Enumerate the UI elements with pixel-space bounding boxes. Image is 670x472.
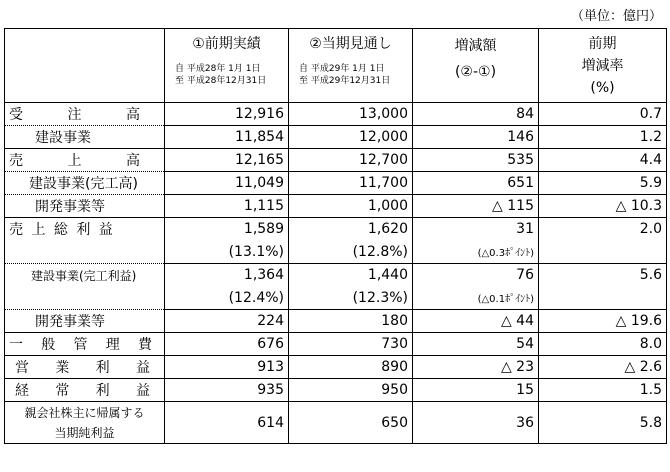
table-row	[5, 218, 667, 241]
cell-curr: 1,620	[289, 218, 413, 241]
header-rate	[539, 29, 667, 103]
table-row	[5, 103, 667, 126]
cell-curr: 13,000	[289, 103, 413, 126]
row-label-char: 受	[9, 107, 23, 123]
cell-diff: △ 44	[413, 310, 539, 333]
row-label-char: 高	[126, 107, 140, 123]
cell-curr: 1,000	[289, 195, 413, 218]
row-label-char: 注	[67, 107, 82, 123]
cell-rate: △ 2.6	[539, 356, 667, 379]
cell-diff: 84	[413, 103, 539, 126]
cell-prev: 676	[165, 333, 289, 356]
cell-curr: 730	[289, 333, 413, 356]
cell-diff: 535	[413, 149, 539, 172]
cell-prev: 1,589	[165, 218, 289, 241]
table-row	[5, 264, 667, 287]
cell-diff: 54	[413, 333, 539, 356]
table-row	[5, 172, 667, 195]
row-label-sales-dev: 開発事業等	[5, 195, 165, 218]
header-prev-to: 至 平成28年12月31日	[175, 76, 267, 86]
row-label-char: 営	[15, 360, 29, 376]
cell-prev-pct: (13.1%)	[165, 241, 289, 264]
row-label-op	[5, 356, 165, 379]
header-rate-line1: 前期	[588, 36, 617, 52]
cell-prev: 935	[165, 379, 289, 402]
header-prev-period	[169, 63, 284, 87]
header-diff-line2: (②-①)	[454, 64, 497, 80]
header-curr-from: 自 平成29年 1月 1日	[299, 64, 385, 74]
row-label-ord	[5, 379, 165, 402]
table-row	[5, 195, 667, 218]
header-diff-line1: 増減額	[454, 38, 497, 54]
row-label-gross-blank	[5, 241, 165, 264]
cell-prev: 12,916	[165, 103, 289, 126]
row-label-sales	[5, 149, 165, 172]
cell-curr: 12,000	[289, 126, 413, 149]
cell-rate: 5.6	[539, 264, 667, 287]
cell-rate-blank	[539, 287, 667, 310]
cell-diff: 76	[413, 264, 539, 287]
row-label-gross-dev: 開発事業等	[5, 310, 165, 333]
cell-rate: △ 19.6	[539, 310, 667, 333]
header-curr-to: 至 平成29年12月31日	[299, 76, 391, 86]
cell-diff: 31	[413, 218, 539, 241]
table-row	[5, 149, 667, 172]
row-label-sales-const: 建設事業(完工高)	[5, 172, 165, 195]
cell-curr: 180	[289, 310, 413, 333]
row-label-orders	[5, 103, 165, 126]
row-label-char: 益	[135, 383, 150, 399]
cell-rate: 4.4	[539, 149, 667, 172]
cell-diff: △ 23	[413, 356, 539, 379]
cell-rate: 1.5	[539, 379, 667, 402]
row-label-net-line2: 当期純利益	[54, 425, 115, 440]
cell-prev-pct: (12.4%)	[165, 287, 289, 310]
cell-curr: 890	[289, 356, 413, 379]
row-label-sga	[5, 333, 165, 356]
header-prev	[165, 29, 289, 103]
cell-rate-blank	[539, 241, 667, 264]
cell-diff: 651	[413, 172, 539, 195]
row-label-net	[5, 402, 165, 444]
table-row	[5, 310, 667, 333]
cell-rate: 8.0	[539, 333, 667, 356]
table-row	[5, 402, 667, 444]
cell-curr: 650	[289, 402, 413, 444]
row-label-char: 般	[41, 337, 56, 353]
row-label-char: 常	[55, 383, 70, 399]
row-label-char: 費	[138, 337, 152, 353]
row-label-char: 高	[126, 153, 140, 169]
header-blank	[5, 29, 165, 103]
cell-prev: 614	[165, 402, 289, 444]
cell-curr: 12,700	[289, 149, 413, 172]
cell-curr-pct: (12.3%)	[289, 287, 413, 310]
header-curr-period	[293, 63, 408, 87]
header-curr	[289, 29, 413, 103]
row-label-char: 利	[95, 360, 110, 376]
table-row	[5, 241, 667, 264]
header-curr-title: ②当期見通し	[309, 36, 392, 52]
cell-diff: 146	[413, 126, 539, 149]
row-label-char: 上	[67, 153, 82, 169]
cell-rate: 5.9	[539, 172, 667, 195]
row-label-char: 経	[15, 383, 29, 399]
header-prev-title: ①前期実績	[192, 36, 261, 52]
row-label-char: 理	[105, 337, 120, 353]
cell-diff-pt: (△0.3ﾎﾟｲﾝﾄ)	[413, 241, 539, 264]
cell-diff-pt: (△0.1ﾎﾟｲﾝﾄ)	[413, 287, 539, 310]
table-row	[5, 287, 667, 310]
header-rate-line3: (%)	[590, 80, 615, 96]
forecast-table	[4, 28, 667, 444]
table-row	[5, 126, 667, 149]
cell-prev: 11,854	[165, 126, 289, 149]
cell-rate: 5.8	[539, 402, 667, 444]
cell-prev: 1,364	[165, 264, 289, 287]
header-rate-line2: 増減率	[581, 58, 624, 74]
row-label-gross: 売 上 総 利 益	[5, 218, 165, 241]
cell-rate: 2.0	[539, 218, 667, 241]
cell-curr-pct: (12.8%)	[289, 241, 413, 264]
cell-diff: △ 115	[413, 195, 539, 218]
cell-prev: 913	[165, 356, 289, 379]
header-diff	[413, 29, 539, 103]
row-label-gross-const-blank	[5, 287, 165, 310]
row-label-char: 益	[135, 360, 150, 376]
cell-diff: 15	[413, 379, 539, 402]
row-label-net-line1: 親会社株主に帰属する	[24, 405, 145, 420]
cell-prev: 12,165	[165, 149, 289, 172]
cell-diff: 36	[413, 402, 539, 444]
table-row	[5, 379, 667, 402]
cell-rate: 0.7	[539, 103, 667, 126]
cell-curr: 950	[289, 379, 413, 402]
table-row	[5, 333, 667, 356]
row-label-char: 利	[95, 383, 110, 399]
cell-prev: 1,115	[165, 195, 289, 218]
cell-rate: 1.2	[539, 126, 667, 149]
row-label-orders-const: 建設事業	[5, 126, 165, 149]
cell-curr: 11,700	[289, 172, 413, 195]
cell-prev: 11,049	[165, 172, 289, 195]
header-prev-from: 自 平成28年 1月 1日	[175, 64, 261, 74]
row-label-char: 管	[73, 337, 88, 353]
row-label-char: 業	[55, 360, 70, 376]
table-row	[5, 356, 667, 379]
row-label-char: 一	[9, 337, 23, 353]
row-label-char: 売	[9, 153, 23, 169]
cell-rate: △ 10.3	[539, 195, 667, 218]
cell-prev: 224	[165, 310, 289, 333]
unit-label: （単位：億円）	[570, 9, 662, 24]
row-label-gross-const: 建設事業(完工利益)	[5, 264, 165, 287]
cell-curr: 1,440	[289, 264, 413, 287]
